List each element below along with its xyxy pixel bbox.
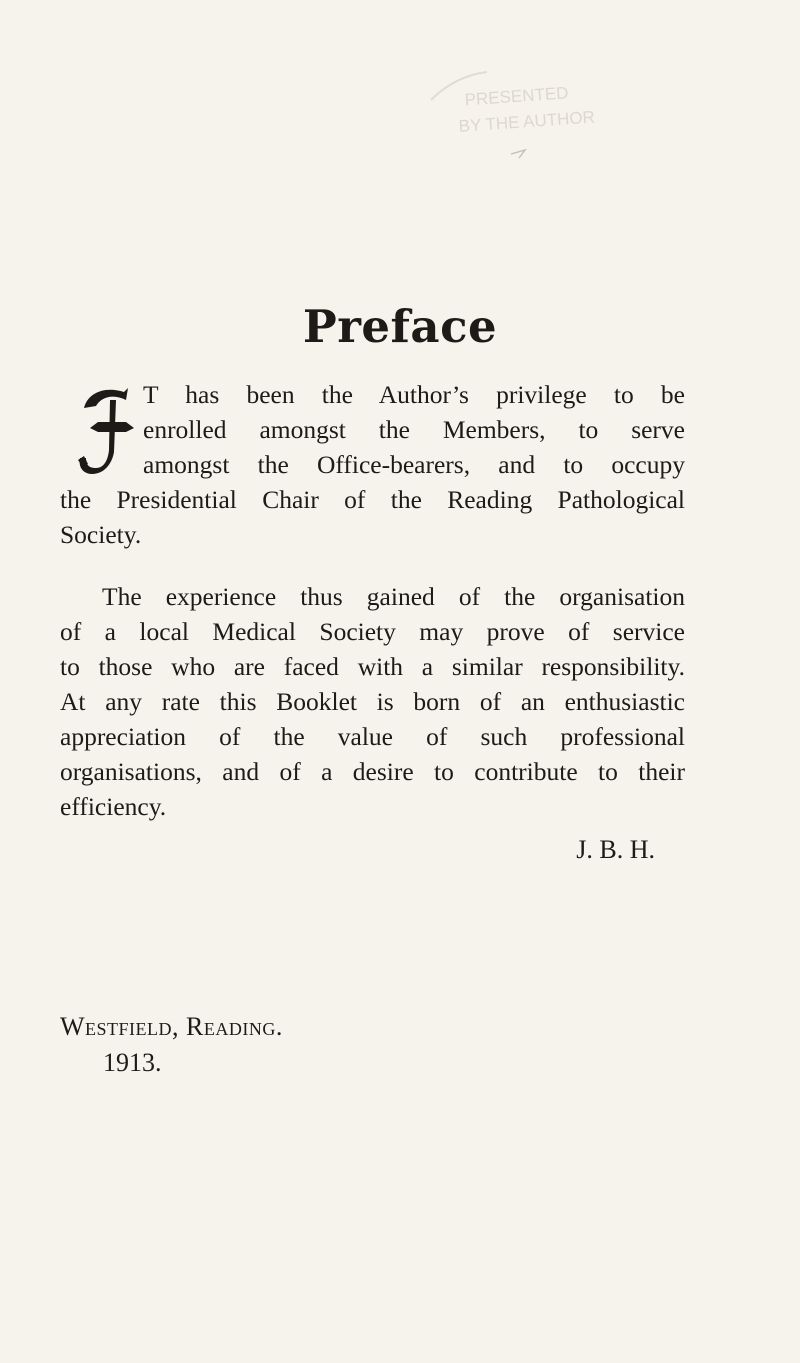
paragraph1-line-4: the Presidential Chair of the Reading Pathological	[60, 485, 685, 514]
paragraph2-line-5: appreciation of the value of such professional	[60, 722, 685, 751]
drop-cap-letter	[76, 382, 134, 488]
paragraph2-line-7: efficiency.	[60, 792, 167, 821]
stamp-line-2: BY THE AUTHOR	[458, 107, 596, 136]
paragraph2-line-2: of a local Medical Society may prove of service	[60, 617, 685, 646]
presented-stamp	[425, 62, 596, 172]
paragraph1-line-2: enrolled amongst the Members, to serve	[143, 415, 685, 444]
year-line: 1913.	[103, 1048, 162, 1077]
author-signature: J. B. H.	[576, 835, 655, 864]
paragraph2-line-3: to those who are faced with a similar responsibility.	[60, 652, 685, 681]
place-line: Westfield, Reading.	[60, 1012, 283, 1041]
paragraph1-line-1: T has been the Author’s privilege to be	[143, 380, 685, 409]
paragraph1-line-5: Society.	[60, 520, 142, 549]
page-title: Preface	[302, 300, 498, 353]
paragraph1-line-3: amongst the Office-bearers, and to occupy	[143, 450, 685, 479]
paragraph2-line-6: organisations, and of a desire to contribute to their	[60, 757, 685, 786]
stamp-line-1: PRESENTED	[464, 83, 570, 110]
paragraph2-line-4: At any rate this Booklet is born of an enthusiastic	[60, 687, 685, 716]
paragraph2-line-1: The experience thus gained of the organisation	[102, 582, 685, 611]
